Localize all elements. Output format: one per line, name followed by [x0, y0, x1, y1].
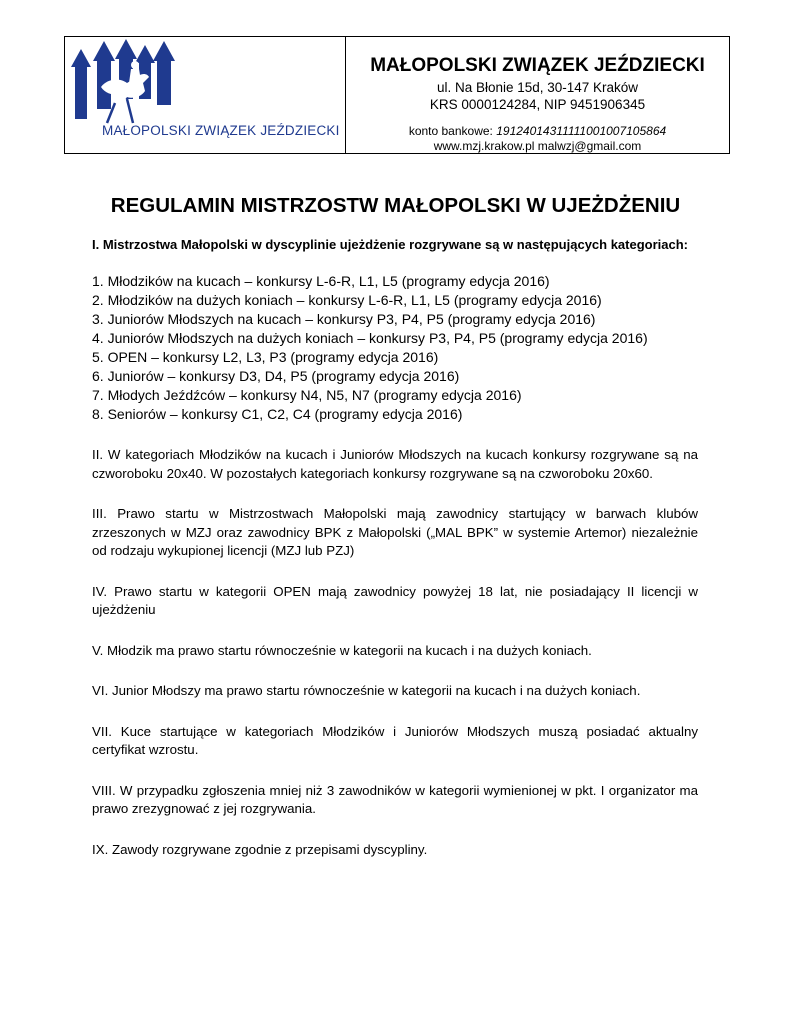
section-1-title: I. Mistrzostwa Małopolski w dyscyplinie ujeżdżenie rozgrywane są w następujących kategoriach:	[92, 237, 689, 252]
organization-name: MAŁOPOLSKI ZWIĄZEK JEŹDZIECKI	[370, 55, 705, 76]
paragraph-v: V. Młodzik ma prawo startu równocześnie w kategorii na kucach i na dużych koniach.	[92, 642, 592, 658]
organization-address: ul. Na Błonie 15d, 30-147 Kraków	[436, 80, 639, 95]
paragraph-ix: IX. Zawody rozgrywane zgodnie z przepisami dyscypliny.	[92, 841, 428, 857]
list-item: 1. Młodzików na kucach – konkursy L-6-R, L1, L5 (programy edycja 2016)	[92, 273, 550, 289]
castle-horse-logo-icon	[71, 39, 221, 127]
paragraph-viii: VIII. W przypadku zgłoszenia mniej niż 3 zawodników w kategorii wymienionej w pkt. I organizator ma prawo zrezygnować z jej rozgrywania.	[92, 782, 698, 816]
list-item: 5. OPEN – konkursy L2, L3, P3 (programy edycja 2016)	[92, 349, 439, 365]
categories-list	[92, 272, 698, 424]
document-body	[92, 236, 698, 859]
organization-info	[346, 37, 729, 153]
logo-wordmark: MAŁOPOLSKI ZWIĄZEK JEŹDZIECKI	[102, 123, 340, 138]
list-item: 4. Juniorów Młodszych na dużych koniach – konkursy P3, P4, P5 (programy edycja 2016)	[92, 330, 648, 346]
paragraph-vii: VII. Kuce startujące w kategoriach Młodzików i Juniorów Młodszych muszą posiadać aktualny certyfikat wzrostu.	[92, 723, 698, 757]
list-item: 6. Juniorów – konkursy D3, D4, P5 (programy edycja 2016)	[92, 368, 460, 384]
bank-account-number: 19124014311111001007105864	[496, 124, 667, 138]
paragraph-vi: VI. Junior Młodszy ma prawo startu równocześnie w kategorii na kucach i na dużych koniach.	[92, 683, 641, 698]
website-email: www.mzj.krakow.pl malwzj@gmail.com	[433, 139, 642, 153]
paragraph-iv: IV. Prawo startu w kategorii OPEN mają zawodnicy powyżej 18 lat, nie posiadający II licencji w ujeżdżeniu	[92, 583, 698, 617]
paragraph-ii: II. W kategoriach Młodzików na kucach i Juniorów Młodszych na kucach konkursy rozgrywane są na czworoboku 20x40. W pozostałych kategoriach konkursy rozgrywane są na czworoboku 20x60.	[92, 447, 698, 481]
letterhead	[64, 36, 730, 154]
list-item: 8. Seniorów – konkursy C1, C2, C4 (programy edycja 2016)	[92, 406, 463, 422]
bank-account-line	[346, 124, 729, 139]
paragraph-iii: III. Prawo startu w Mistrzostwach Małopolski mają zawodnicy startujący w barwach klubów zrzeszonych w MZJ oraz zawodnicy BPK z Małopolski („MAL BPK” w systemie Artemor) niezależnie od rodzaju wykupionej licencji (MZJ lub PZJ)	[92, 506, 698, 558]
document-title: REGULAMIN MISTRZOSTW MAŁOPOLSKI W UJEŻDŻENIU	[110, 194, 681, 217]
logo-area	[65, 37, 346, 153]
list-item: 2. Młodzików na dużych koniach – konkursy L-6-R, L1, L5 (programy edycja 2016)	[92, 292, 602, 308]
bank-account-label: konto bankowe:	[408, 124, 497, 138]
list-item: 3. Juniorów Młodszych na kucach – konkursy P3, P4, P5 (programy edycja 2016)	[92, 311, 596, 327]
list-item: 7. Młodych Jeźdźców – konkursy N4, N5, N7 (programy edycja 2016)	[92, 387, 522, 403]
organization-registry: KRS 0000124284, NIP 9451906345	[429, 97, 646, 112]
